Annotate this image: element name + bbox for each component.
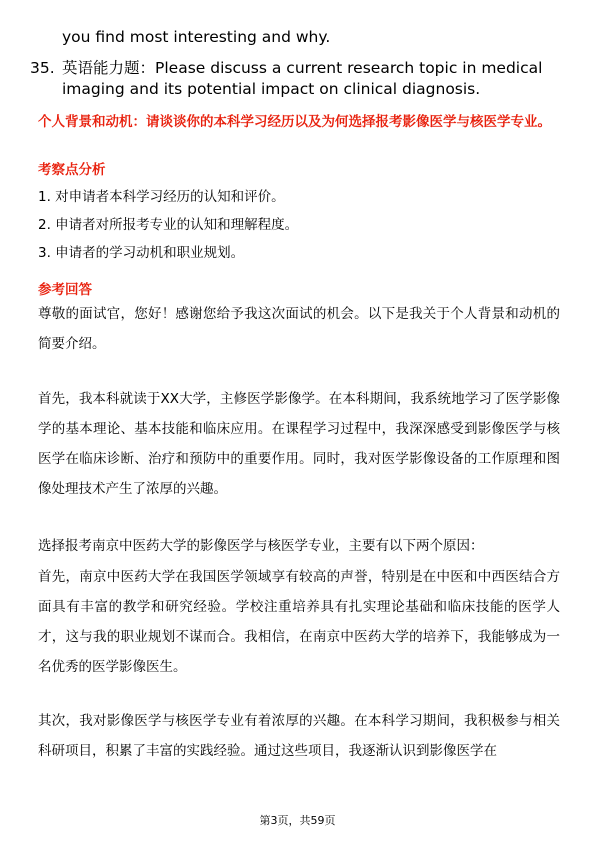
answer-title: 参考回答: [38, 282, 92, 298]
analysis-item: 1. 对申请者本科学习经历的认知和评价。: [38, 189, 285, 205]
question-text: 英语能力题：Please discuss a current research topic in medical imaging and its potential impact on clinical diagnosis.: [62, 59, 543, 98]
page-footer: 第3页，共59页: [259, 814, 336, 827]
analysis-title: 考察点分析: [38, 162, 106, 178]
answer-paragraph: 选择报考南京中医药大学的影像医学与核医学专业，主要有以下两个原因：: [38, 538, 484, 554]
answer-paragraph: 尊敬的面试官，您好！感谢您给予我这次面试的机会。以下是我关于个人背景和动机的简要介绍。: [38, 306, 560, 352]
question-number: 35.: [30, 59, 55, 77]
question-continuation: you find most interesting and why.: [62, 28, 331, 46]
analysis-item: 2. 申请者对所报考专业的认知和理解程度。: [38, 217, 299, 233]
answer-paragraph: 首先，南京中医药大学在我国医学领域享有较高的声誉，特别是在中医和中西医结合方面具有丰富的教学和研究经验。学校注重培养具有扎实理论基础和临床技能的医学人才，这与我的职业规划不谋而合。我相信，在南京中医药大学的培养下，我能够成为一名优秀的医学影像医生。: [38, 569, 560, 675]
section-title: 个人背景和动机：请谈谈你的本科学习经历以及为何选择报考影像医学与核医学专业。: [38, 114, 551, 130]
question-35: [30, 58, 570, 100]
analysis-item: 3. 申请者的学习动机和职业规划。: [38, 245, 245, 261]
answer-paragraph: 首先，我本科就读于XX大学，主修医学影像学。在本科期间，我系统地学习了医学影像学的基本理论、基本技能和临床应用。在课程学习过程中，我深深感受到影像医学与核医学在临床诊断、治疗和预防中的重要作用。同时，我对医学影像设备的工作原理和图像处理技术产生了浓厚的兴趣。: [38, 391, 560, 497]
answer-paragraph: 其次，我对影像医学与核医学专业有着浓厚的兴趣。在本科学习期间，我积极参与相关科研项目，积累了丰富的实践经验。通过这些项目，我逐渐认识到影像医学在: [38, 713, 560, 759]
